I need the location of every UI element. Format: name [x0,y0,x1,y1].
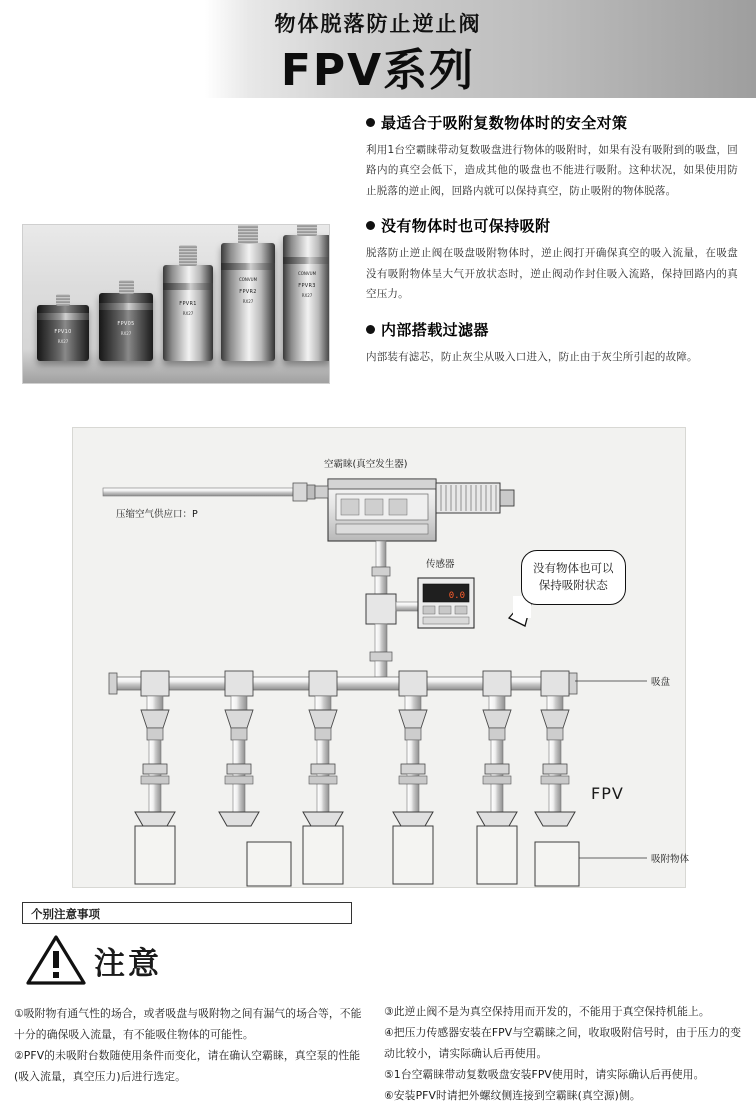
header-subtitle: 物体脱落防止逆止阀 [274,12,482,36]
unit-band-4 [221,263,275,270]
svg-text:0.0: 0.0 [448,591,465,601]
note-item: ①吸附物有通气性的场合，或者吸盘与吸附物之间有漏气的场合等，不能十分的确保吸入流量，有不能吸住物体的可能性。 [14,1007,362,1042]
feature-heading-2 [366,215,738,236]
bullet-dot-icon [366,221,375,230]
diagram-callout [521,550,626,605]
product-unit-5 [283,235,330,361]
bullet-dot-icon [366,118,375,127]
thread-top-5 [297,224,317,236]
feature-body-2: 脱落防止逆止阀在吸盘吸附物体时，逆止阀打开确保真空的吸入流量，在吸盘没有吸附物体呈大气开放状态时，逆止阀动作封住吸入流路，保持回路内的真空压力。 [366,247,738,301]
unit-sublabel-5: RX27 [301,293,313,298]
notes-right-column [384,1001,742,1106]
notes-left-column [14,1003,366,1087]
thread-top-1 [56,294,70,306]
unit-band-1 [37,313,89,320]
unit-sublabel-1: RX27 [57,339,69,344]
caution-word: 注意 [94,945,162,982]
thread-top-4 [238,224,258,244]
page-title: FPV系列 [280,45,476,96]
unit-label-1: FPV10 [54,329,72,335]
feature-heading-3-text: 内部搭载过滤器 [381,320,489,339]
note-item: ④把压力传感器安装在FPV与空霸睐之间，收取吸附信号时，由于压力的变动比较小，请实际确认后再使用。 [384,1026,742,1061]
note-item: ⑤1台空霸睐带动复数吸盘安装FPV使用时，请实际确认后再使用。 [384,1068,705,1082]
unit-label-2: FPV05 [117,321,135,327]
page-header [0,0,756,100]
unit-band-3 [163,283,213,290]
unit-sublabel-4: RX27 [242,299,254,304]
unit-label-5: FPVR3 [298,283,316,289]
unit-band-2 [99,303,153,310]
feature-list [366,112,738,381]
unit-sublabel-2: RX27 [120,331,132,336]
feature-body-1: 利用1台空霸睐带动复数吸盘进行物体的吸附时，如果有没有吸附到的吸盘，回路内的真空会低下，造成其他的吸盘也不能进行吸附。这种状况，如果使用防止脱落的逆止阀，回路内就可以保持真空，防止吸附的物体脱落。 [366,144,738,197]
bullet-dot-icon [366,325,375,334]
callout-line-2: 保持吸附状态 [538,578,608,593]
feature-heading-1-text: 最适合于吸附复数物体时的安全对策 [381,114,628,132]
unit-brand-4: CONVUM [238,277,258,282]
feature-body-3: 内部装有滤芯，防止灰尘从吸入口进入，防止由于灰尘所引起的故障。 [366,350,698,363]
thread-top-3 [179,245,197,266]
label-workpiece: 吸附物体 [651,854,690,865]
unit-label-4: FPVR2 [239,289,257,295]
unit-sublabel-3: RX27 [182,311,194,316]
label-fpv: FPV [591,784,624,803]
unit-brand-5: CONVUM [297,271,317,276]
product-unit-4 [221,243,275,361]
thread-top-2 [119,280,134,294]
note-item: ②PFV的未吸附台数随使用条件而变化，请在确认空霸睐，真空泵的性能(吸入流量，真空压力)后进行选定。 [14,1049,361,1084]
callout-line-1: 没有物体也可以 [533,561,614,575]
feature-heading-1 [366,112,738,133]
product-unit-2 [99,293,153,361]
label-air-supply: 压缩空气供应口：P [116,509,198,520]
warning-triangle-icon [26,934,86,986]
system-diagram [72,427,690,888]
label-vacuum-generator: 空霸睐(真空发生器) [324,459,408,470]
product-photo [22,224,330,384]
feature-heading-2-text: 没有物体时也可保持吸附 [381,217,551,236]
product-unit-3 [163,265,213,361]
unit-label-3: FPVR1 [179,301,197,307]
product-unit-1 [37,305,89,361]
label-suction-cup: 吸盘 [651,677,671,688]
note-item: ⑥安装PFV时请把外螺纹侧连接到空霸睐(真空源)侧。 [384,1089,641,1103]
caution-banner [26,934,162,986]
diagram-svg [73,428,685,887]
label-sensor: 传感器 [426,559,455,570]
feature-heading-3 [366,319,738,340]
unit-band-5 [283,257,330,264]
note-item: ③此逆止阀不是为真空保持用而开发的，不能用于真空保持机能上。 [384,1005,710,1018]
notes-title: 个别注意事项 [22,902,352,924]
